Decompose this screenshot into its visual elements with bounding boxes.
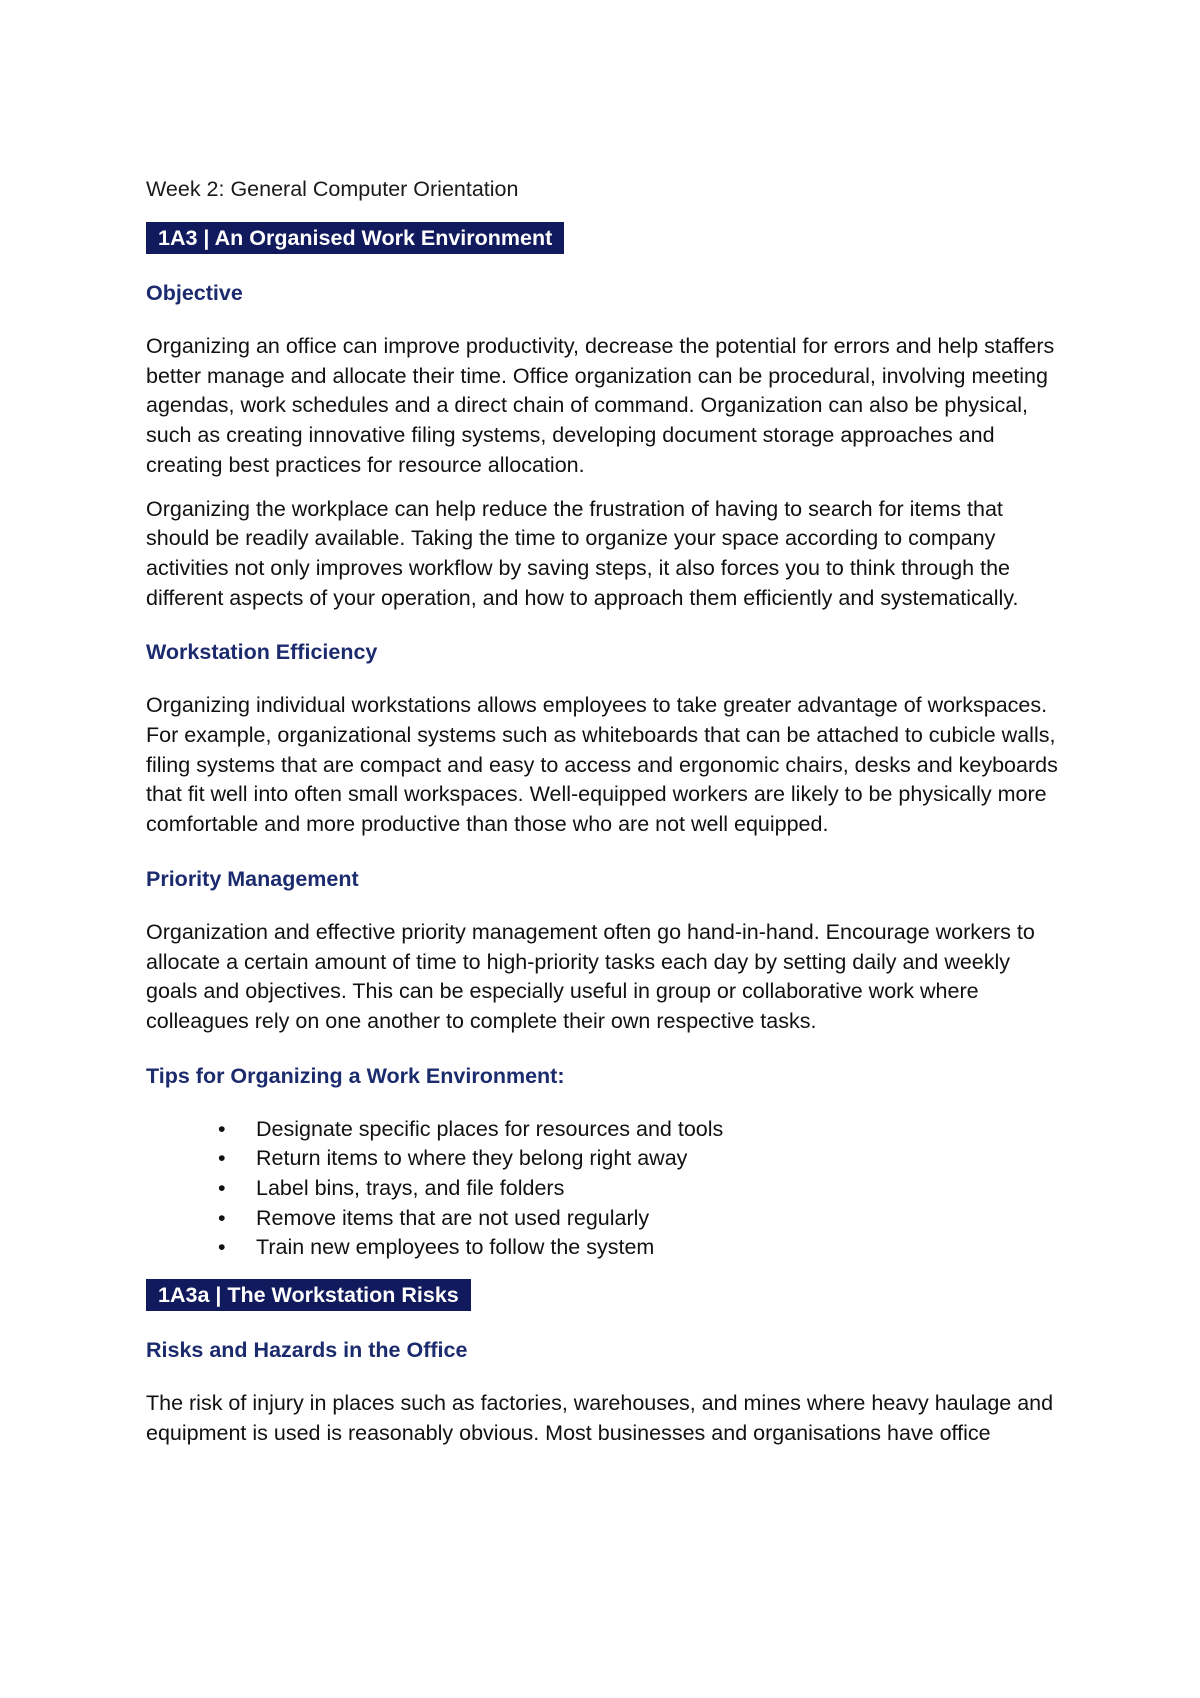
list-item — [218, 1233, 1066, 1263]
bullet-icon: • — [218, 1235, 226, 1260]
bullet-icon: • — [218, 1146, 226, 1171]
objective-paragraph-2: Organizing the workplace can help reduce the frustration of having to search for items that should be readily available. Taking the time to organize your space according to company activities not only improves workflow by saving steps, it also forces you to think through the different aspects of your operation, and how to approach them efficiently and systematically. — [146, 496, 1019, 610]
bullet-icon: • — [218, 1176, 226, 1201]
list-item-text: Train new employees to follow the system — [256, 1235, 655, 1260]
section-banner-1a3: 1A3 | An Organised Work Environment — [146, 222, 564, 254]
objective-paragraph-1: Organizing an office can improve productivity, decrease the potential for errors and help staffers better manage and allocate their time. Office organization can be procedural, involving meeting agendas, work schedules and a direct chain of command. Organization can also be physical, such as creating innovative filing systems, developing document storage approaches and creating best practices for resource allocation. — [146, 334, 1055, 477]
list-item — [218, 1174, 1066, 1204]
tips-list — [146, 1115, 1066, 1264]
list-item-text: Return items to where they belong right away — [256, 1146, 688, 1171]
risks-paragraph: The risk of injury in places such as factories, warehouses, and mines where heavy haulage and equipment is used is reasonably obvious. Most businesses and organisations have office — [146, 1391, 1054, 1445]
risks-heading: Risks and Hazards in the Office — [146, 1338, 468, 1363]
list-item — [218, 1204, 1066, 1234]
list-item — [218, 1115, 1066, 1145]
document-title: Week 2: General Computer Orientation — [146, 177, 519, 201]
bullet-icon: • — [218, 1205, 226, 1230]
priority-management-heading: Priority Management — [146, 866, 359, 891]
list-item-text: Remove items that are not used regularly — [256, 1205, 650, 1230]
list-item — [218, 1144, 1066, 1174]
section-banner-1a3a: 1A3a | The Workstation Risks — [146, 1279, 471, 1311]
workstation-efficiency-paragraph: Organizing individual workstations allows employees to take greater advantage of workspaces. For example, organizational systems such as whiteboards that can be attached to cubicle walls, filing systems that are compact and easy to access and ergonomic chairs, desks and keyboards that fit well into often small workspaces. Well-equipped workers are likely to be physically more comfortable and more productive than those who are not well equipped. — [146, 693, 1058, 837]
workstation-efficiency-heading: Workstation Efficiency — [146, 640, 378, 665]
bullet-icon: • — [218, 1116, 226, 1141]
list-item-text: Designate specific places for resources and tools — [256, 1116, 724, 1141]
priority-management-paragraph: Organization and effective priority management often go hand-in-hand. Encourage workers to allocate a certain amount of time to high-priority tasks each day by setting daily and weekly goals and objectives. This can be especially useful in group or collaborative work where colleagues rely on one another to complete their own respective tasks. — [146, 919, 1035, 1033]
tips-heading: Tips for Organizing a Work Environment: — [146, 1063, 565, 1088]
objective-heading: Objective — [146, 281, 243, 305]
list-item-text: Label bins, trays, and file folders — [256, 1176, 565, 1201]
document-content — [146, 174, 1066, 1463]
